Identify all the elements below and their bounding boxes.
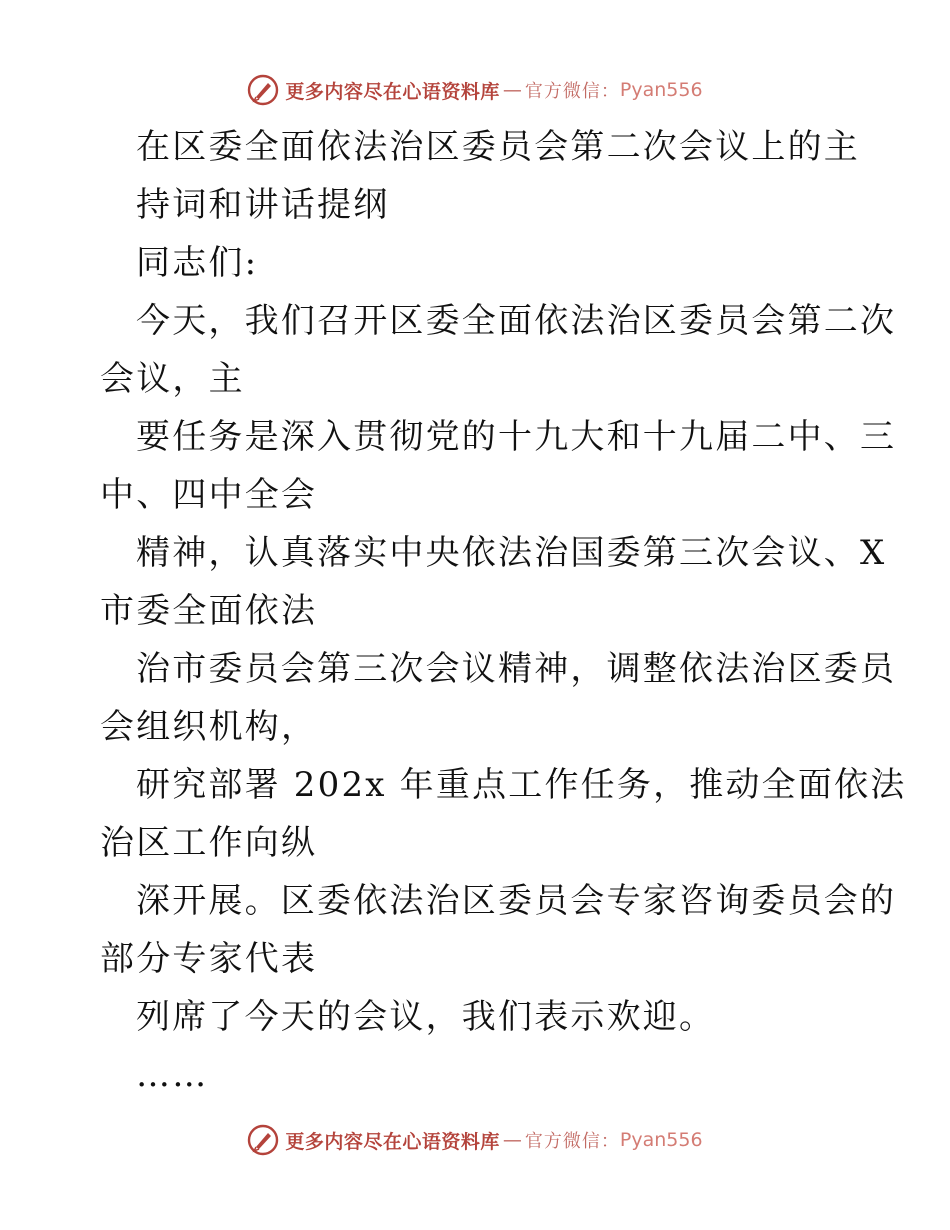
- banner-brand-text: 更多内容尽在心语资料库: [285, 80, 500, 103]
- paragraph-line: 会组织机构，: [100, 707, 318, 747]
- paragraph-line: 要任务是深入贯彻党的十九大和十九届二中、三: [136, 417, 897, 457]
- paragraph-line: 列席了今天的会议，我们表示欢迎。: [136, 997, 716, 1037]
- paragraph-line: 部分专家代表: [100, 939, 318, 979]
- paragraph-line: 今天，我们召开区委全面依法治区委员会第二次: [136, 301, 897, 341]
- paragraph-line: 研究部署 202x 年重点工作任务，推动全面依法: [136, 765, 907, 805]
- banner-wechat-id: Pyan556: [619, 79, 703, 101]
- banner-wechat-id: Pyan556: [619, 1129, 703, 1151]
- banner-brand-text: 更多内容尽在心语资料库: [285, 1130, 500, 1153]
- salutation: 同志们:: [136, 243, 259, 283]
- title-line-2: 持词和讲话提纲: [136, 185, 390, 225]
- banner-separator: —: [502, 1129, 522, 1151]
- banner-official-label: 官方微信：: [524, 1131, 620, 1152]
- paragraph-line: 治区工作向纵: [100, 823, 318, 863]
- quill-pen-logo-icon: [247, 1124, 279, 1156]
- ellipsis-line: ……: [136, 1055, 209, 1095]
- title-line-1: 在区委全面依法治区委员会第二次会议上的主: [136, 127, 860, 167]
- paragraph-line: 会议，主: [100, 359, 245, 399]
- quill-pen-logo-icon: [247, 74, 279, 106]
- paragraph-line: 深开展。区委依法治区委员会专家咨询委员会的: [136, 881, 897, 921]
- paragraph-line: 中、四中全会: [100, 475, 318, 515]
- document-body: [100, 118, 907, 1104]
- paragraph-line: 治市委员会第三次会议精神，调整依法治区委员: [136, 649, 897, 689]
- paragraph-line: 精神，认真落实中央依法治国委第三次会议、X: [136, 533, 887, 573]
- paragraph-line: 市委全面依法: [100, 591, 318, 631]
- footer-banner: [0, 1120, 950, 1160]
- banner-separator: —: [502, 79, 522, 101]
- banner-official-label: 官方微信：: [524, 81, 620, 102]
- header-banner: [0, 70, 950, 110]
